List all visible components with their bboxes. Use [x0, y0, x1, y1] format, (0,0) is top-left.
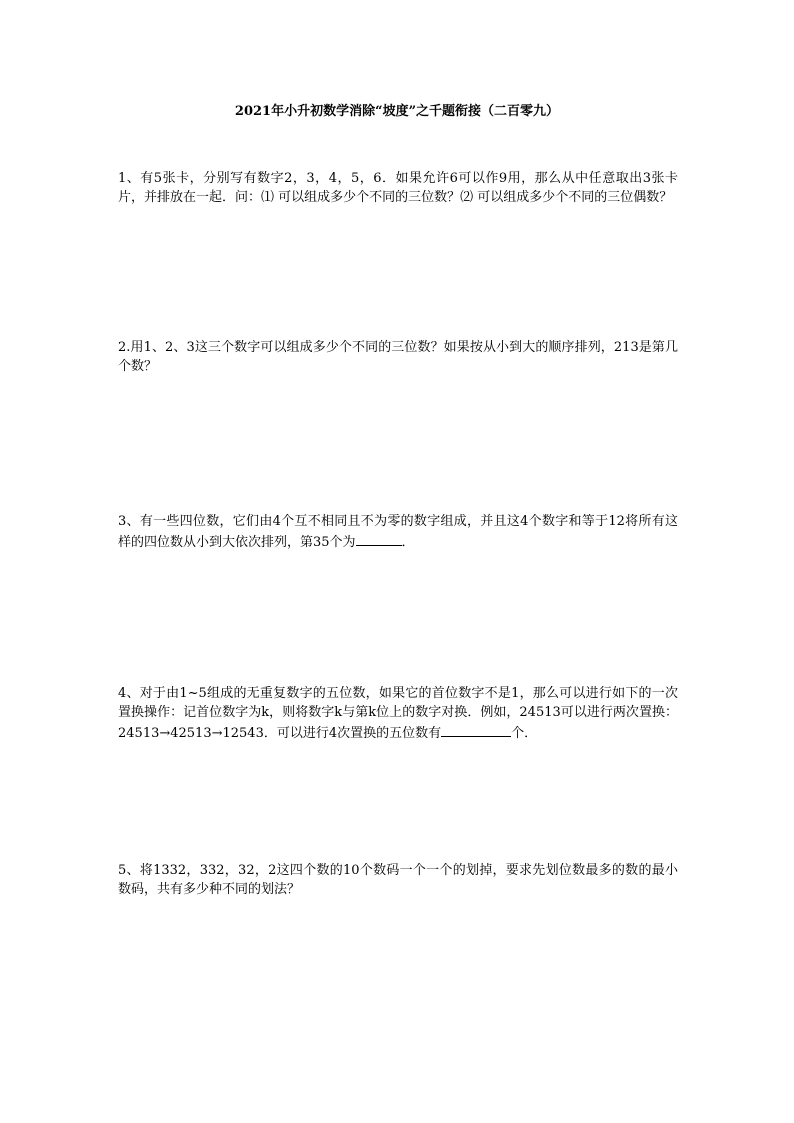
question-3	[118, 512, 678, 552]
question-3-text: 3、有一些四位数，它们由4个互不相同且不为零的数字组成，并且这4个数字和等于12将所有这样的四位数从小到大依次排列，第35个为	[118, 514, 678, 550]
question-2: 2.用1、2、3这三个数字可以组成多少个不同的三位数？如果按从小到大的顺序排列，213是第几个数？	[118, 340, 678, 374]
answer-blank	[441, 722, 511, 737]
question-5: 5、将1332，332，32，2这四个数的10个数码一个一个的划掉，要求先划位数最多的数的最小数码，共有多少种不同的划法？	[118, 863, 678, 897]
question-3-end: ．	[401, 535, 415, 550]
answer-blank	[356, 531, 402, 546]
document-title: 2021年小升初数学消除“坡度”之千题衔接（二百零九）	[234, 104, 560, 119]
question-1: 1、有5张卡，分别写有数字2，3，4，5，6．如果允许6可以作9用，那么从中任意取出3张卡片，并排放在一起．问：⑴ 可以组成多少个不同的三位数？⑵ 可以组成多少个不同的三位偶数？	[118, 171, 678, 205]
question-4-text: 4、对于由1~5组成的无重复数字的五位数，如果它的首位数字不是1，那么可以进行如下的一次置换操作：记首位数字为k，则将数字k与第k位上的数字对换．例如，24513可以进行两次置换：24513→42513→12543．可以进行4次置换的五位数有	[118, 686, 678, 741]
question-4	[118, 684, 678, 743]
question-4-end: 个．	[511, 726, 538, 741]
